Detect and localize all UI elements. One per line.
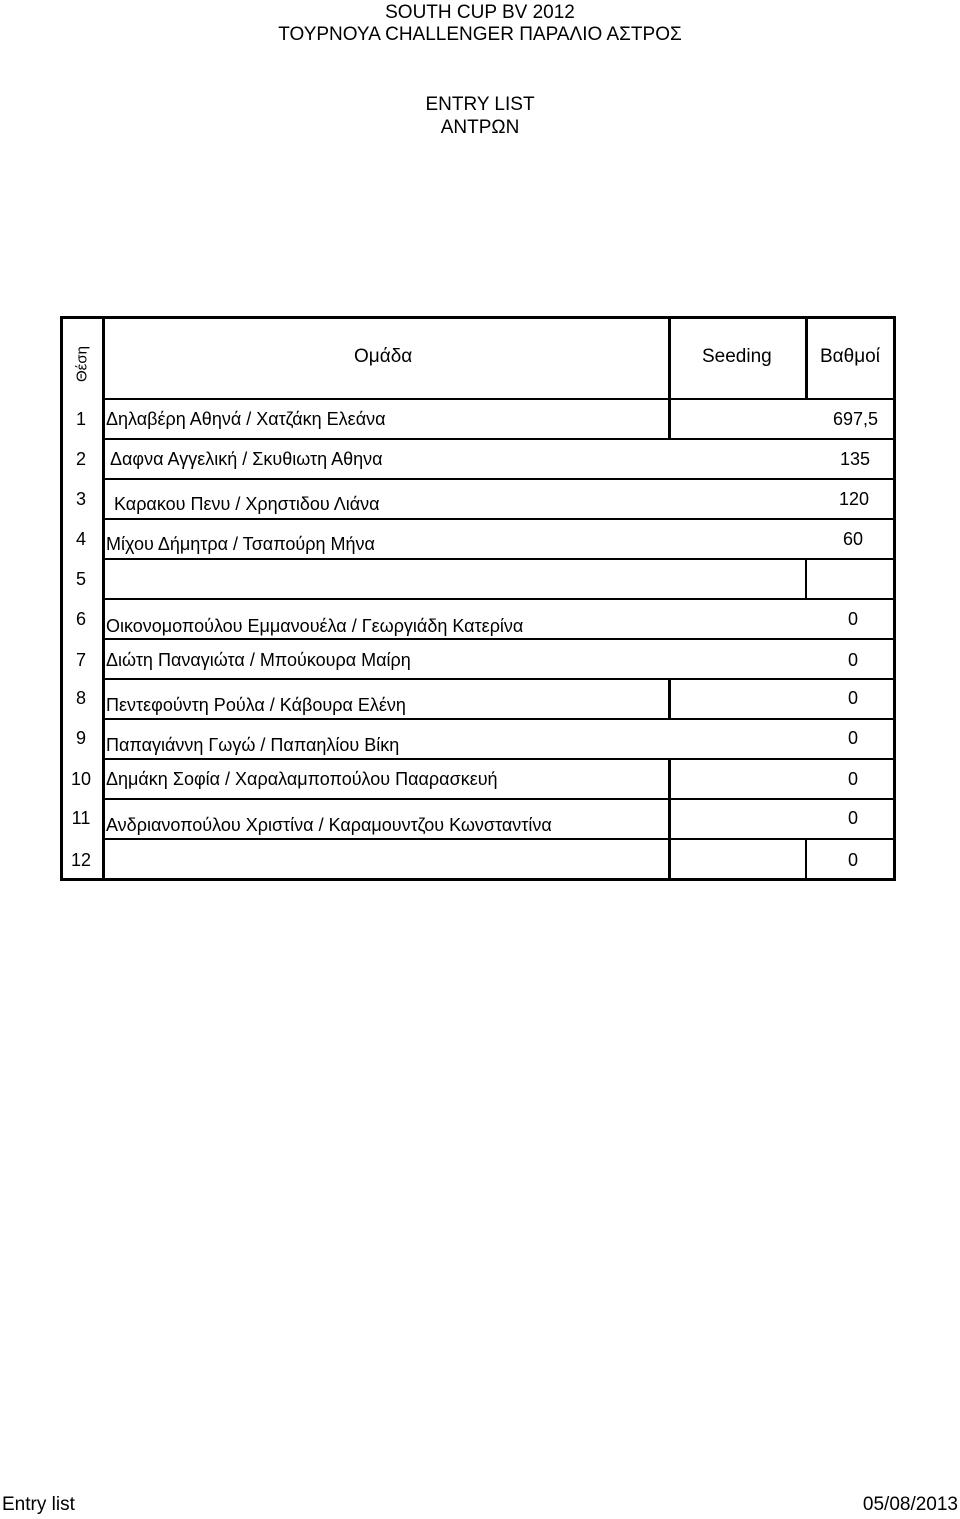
footer-date: 05/08/2013 <box>862 1494 958 1515</box>
row-11-position: 11 <box>71 808 91 828</box>
header-position: Θέση <box>73 346 91 382</box>
column-divider-seeding-lower <box>668 760 671 880</box>
row-7-points: 0 <box>847 650 858 670</box>
row-10-position: 10 <box>70 769 92 789</box>
row-divider-6 <box>102 638 896 640</box>
row-4-team: Μίχου Δήμητρα / Τσαπούρη Μήνα <box>106 534 375 554</box>
row-divider-2 <box>102 478 896 480</box>
row-3-position: 3 <box>75 489 86 509</box>
row-2-points: 135 <box>839 449 870 469</box>
row-6-points: 0 <box>847 609 858 629</box>
row-divider-1 <box>102 438 896 440</box>
header-seeding: Seeding <box>702 346 772 367</box>
row-1-team: Δηλαβέρη Αθηνά / Χατζάκη Ελεάνα <box>106 409 386 429</box>
row-12-position: 12 <box>70 850 92 870</box>
row-divider-5 <box>102 598 896 600</box>
row-4-position: 4 <box>75 529 86 549</box>
row-divider-3 <box>102 518 896 520</box>
row-5-position: 5 <box>75 569 86 589</box>
row-divider-4 <box>102 558 896 560</box>
column-divider-points <box>805 318 808 400</box>
row-divider-8 <box>102 718 896 720</box>
row-8-position: 8 <box>75 688 86 708</box>
row-divider-7 <box>102 678 896 680</box>
row-3-points: 120 <box>838 489 869 509</box>
row-divider-9 <box>102 758 896 760</box>
header-team: Ομάδα <box>354 346 413 367</box>
entry-list-heading: ENTRY LIST <box>425 94 535 115</box>
row-6-team: Οικονομοπούλου Εμμανουέλα / Γεωργιάδη Κατερίνα <box>106 616 524 636</box>
footer-label: Entry list <box>2 1494 75 1515</box>
row-10-team: Δημάκη Σοφία / Χαραλαμποπούλου Πααρασκευή <box>106 769 498 789</box>
row-1-points: 697,5 <box>832 409 878 429</box>
row-10-points: 0 <box>847 769 858 789</box>
row-1-position: 1 <box>75 409 86 429</box>
header-points: Βαθμοί <box>820 346 880 367</box>
category-heading: ΑΝΤΡΩΝ <box>440 117 520 138</box>
row-11-points: 0 <box>847 808 858 828</box>
row-7-position: 7 <box>75 650 86 670</box>
row-8-team: Πεντεφούντη Ρούλα / Κάβουρα Ελένη <box>106 695 406 715</box>
row-3-team: Καρακου Πενυ / Χρηστιδου Λιάνα <box>114 494 380 514</box>
row-9-points: 0 <box>847 728 858 748</box>
title-line-1: SOUTH CUP BV 2012 <box>385 2 575 23</box>
row-2-position: 2 <box>75 449 86 469</box>
row-divider-header <box>102 398 896 400</box>
row-8-points: 0 <box>847 688 858 708</box>
column-divider-seeding-row8 <box>668 680 671 720</box>
column-divider-points-row5 <box>805 560 807 600</box>
row-2-team: Δαφνα Αγγελική / Σκυθιωτη Αθηνα <box>110 449 383 469</box>
row-6-position: 6 <box>75 609 86 629</box>
title-line-2: ΤΟΥΡΝΟΥΑ CHALLENGER ΠΑΡΑΛΙΟ ΑΣΤΡΟΣ <box>278 24 682 45</box>
row-divider-10 <box>102 798 896 800</box>
row-4-points: 60 <box>842 529 863 549</box>
column-divider-seeding <box>668 318 671 440</box>
row-11-team: Ανδριανοπούλου Χριστίνα / Καραμουντζου Κωνσταντίνα <box>106 815 552 835</box>
row-12-points: 0 <box>847 850 858 870</box>
row-divider-11 <box>102 838 896 840</box>
row-9-position: 9 <box>75 728 86 748</box>
row-7-team: Διώτη Παναγιώτα / Μπούκουρα Μαίρη <box>106 650 411 670</box>
row-9-team: Παπαγιάννη Γωγώ / Παπαηλίου Βίκη <box>106 735 400 755</box>
